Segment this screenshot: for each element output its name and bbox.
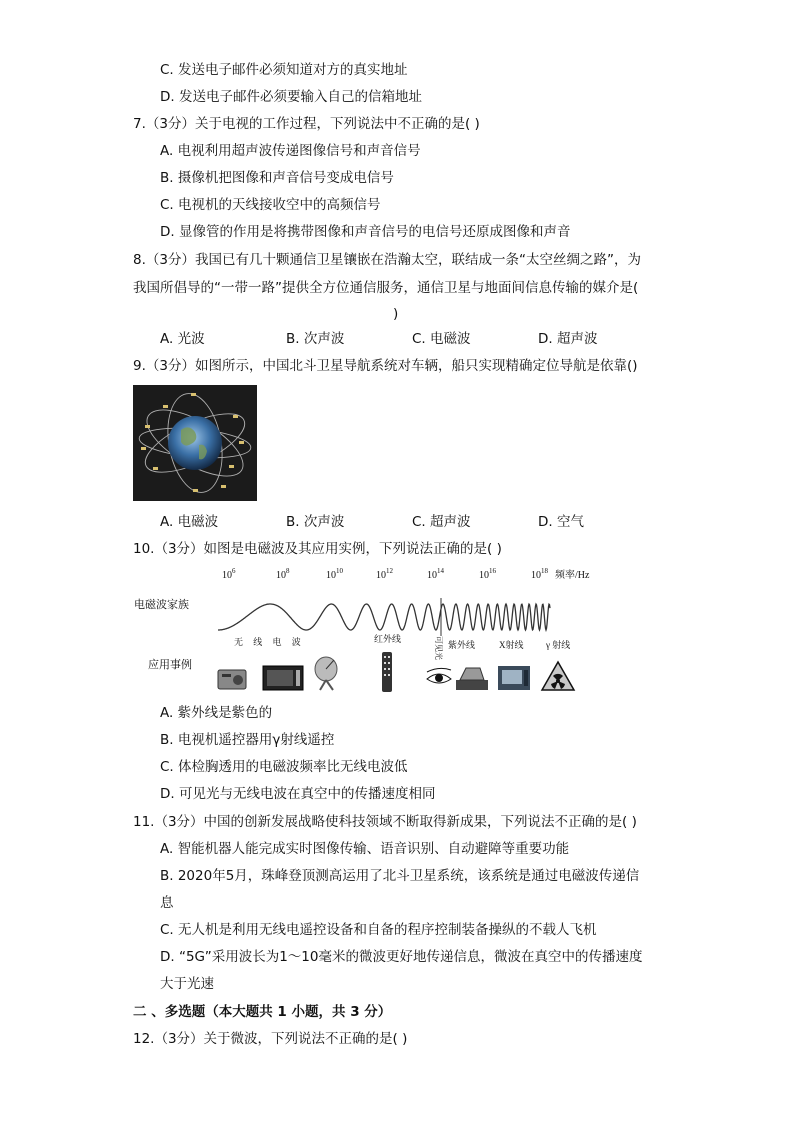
freq-tick-1e10: $10^{10}$: [326, 567, 343, 581]
q11-option-b-line2: 息: [160, 895, 174, 911]
freq-tick-1e18: $10^{18}$: [531, 567, 548, 581]
em-family-label: 电磁波家族: [134, 599, 189, 611]
q7-option-b: B. 摄像机把图像和声音信号变成电信号: [160, 170, 394, 186]
q8-option-c: C. 电磁波: [412, 331, 471, 347]
eye-icon: [427, 668, 451, 683]
freq-tick-1e16: $10^{16}$: [479, 567, 496, 581]
q10-option-c: C. 体检胸透用的电磁波频率比无线电波低: [160, 759, 408, 775]
q11-option-b-line1: B. 2020年5月，珠峰登顶测高运用了北斗卫星系统，该系统是通过电磁波传递信: [160, 868, 640, 884]
q9-option-d: D. 空气: [538, 514, 584, 530]
q10-option-b: B. 电视机遥控器用γ射线遥控: [160, 732, 335, 748]
q8-option-d: D. 超声波: [538, 331, 598, 347]
q8-option-b: B. 次声波: [286, 331, 345, 347]
freq-tick-1e6: $10^6$: [222, 567, 236, 581]
q9-option-c: C. 超声波: [412, 514, 471, 530]
q11-option-d-line2: 大于光速: [160, 976, 214, 992]
remote-control-icon: [382, 652, 392, 692]
q7-option-d: D. 显像管的作用是将携带图像和声音信号的电信号还原成图像和声音: [160, 224, 571, 240]
q9-option-a: A. 电磁波: [160, 514, 219, 530]
band-uv-label: 紫外线: [448, 640, 476, 650]
q7-option-a: A. 电视利用超声波传递图像信号和声音信号: [160, 143, 421, 159]
q7-stem: 7.（3分）关于电视的工作过程，下列说法中不正确的是( ): [133, 116, 480, 132]
freq-unit-label: 频率/Hz: [555, 570, 590, 581]
q12-stem: 12.（3分）关于微波，下列说法不正确的是( ): [133, 1031, 408, 1047]
q11-stem: 11.（3分）中国的创新发展战略使科技领域不断取得新成果，下列说法不正确的是( ): [133, 814, 637, 830]
q11-option-a: A. 智能机器人能完成实时图像传输、语音识别、自动避障等重要功能: [160, 841, 570, 857]
microwave-oven-icon: [263, 666, 303, 690]
freq-tick-1e8: $10^8$: [276, 567, 290, 581]
q10-option-a: A. 紫外线是紫色的: [160, 705, 273, 721]
q6-option-c: C. 发送电子邮件必须知道对方的真实地址: [160, 62, 408, 78]
q8-stem-line2: 我国所倡导的“一带一路”提供全方位通信服务，通信卫星与地面间信息传输的媒介是(: [133, 280, 639, 296]
freq-tick-1e14: $10^{14}$: [427, 567, 444, 581]
q11-option-c: C. 无人机是利用无线电遥控设备和自备的程序控制装备操纵的不载人飞机: [160, 922, 597, 938]
band-gamma-label: γ 射线: [546, 640, 571, 650]
q9-stem: 9.（3分）如图所示，中国北斗卫星导航系统对车辆，船只实现精确定位导航是依靠(): [133, 358, 638, 374]
xray-machine-icon: [498, 666, 530, 690]
q8-option-a: A. 光波: [160, 331, 205, 347]
band-xray-label: X射线: [499, 640, 524, 650]
em-wave-curve: [218, 604, 550, 630]
q6-option-d: D. 发送电子邮件必须要输入自己的信箱地址: [160, 89, 422, 105]
section-heading-multi-choice: 二 、多选题（本大题共 1 小题，共 3 分）: [133, 1004, 392, 1020]
q10-stem: 10.（3分）如图是电磁波及其应用实例，下列说法正确的是( ): [133, 541, 502, 557]
satellite-dish-icon: [315, 657, 337, 690]
band-visible-label: 可见光: [434, 636, 443, 660]
band-radio-label: 无 线 电 波: [234, 637, 305, 647]
freq-tick-1e12: $10^{12}$: [376, 567, 393, 581]
q11-option-d-line1: D. “5G”采用波长为1～10毫米的微波更好地传递信息，微波在真空中的传播速度: [160, 949, 643, 965]
uv-lamp-icon: [456, 668, 488, 690]
q10-option-d: D. 可见光与无线电波在真空中的传播速度相同: [160, 786, 436, 802]
q9-option-b: B. 次声波: [286, 514, 345, 530]
radiation-hazard-icon: [542, 662, 574, 690]
satellite-constellation-image: [133, 385, 257, 501]
applications-label: 应用事例: [148, 659, 192, 671]
q8-stem-line3: ): [393, 306, 399, 322]
radio-icon: [218, 670, 246, 689]
q7-option-c: C. 电视机的天线接收空中的高频信号: [160, 197, 381, 213]
q8-stem-line1: 8.（3分）我国已有几十颗通信卫星镶嵌在浩瀚太空，联结成一条“太空丝绸之路”，为: [133, 252, 641, 268]
em-spectrum-figure: [130, 562, 600, 697]
band-infrared-label: 红外线: [374, 634, 402, 644]
